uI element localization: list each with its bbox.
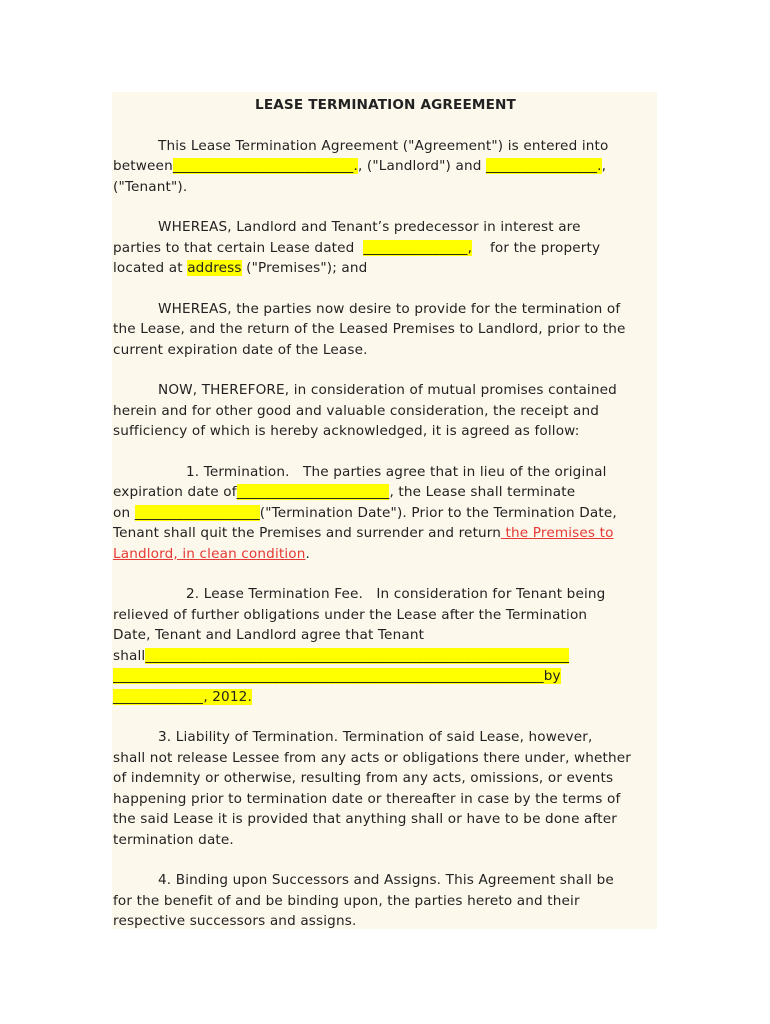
section-termination-fee: 2. Lease Termination Fee. In consideration for Tenant being relieved of further obligations under the Lease after the Termination Date, Tenant and Landlord agree that Tenant shall_____________________________________________________________ ______________________________________________________________by _____________, 2012. <box>113 586 606 705</box>
expiration-date-field[interactable]: ______________________ <box>236 484 390 500</box>
premises-address-field[interactable]: address <box>187 260 242 276</box>
clean-condition-link-cont[interactable]: Landlord, in clean condition <box>113 545 306 562</box>
now-therefore-paragraph: NOW, THEREFORE, in consideration of mutual promises contained herein and for other good and valuable consideration, the receipt and sufficiency of which is hereby acknowledged, it is agreed as follow: <box>113 382 617 439</box>
document-title: LEASE TERMINATION AGREEMENT <box>255 97 516 113</box>
whereas-lease-paragraph: WHEREAS, Landlord and Tenant’s predecessor in interest are parties to that certain Lease dated _______________, for the property located at address ("Premises"); and <box>113 219 601 276</box>
section-liability: 3. Liability of Termination. Termination of said Lease, however, shall not release Lessee from any acts or obligations there under, whether of indemnity or otherwise, resulting from any acts, omissions, or events happening prior to termination date or thereafter in case by the terms of the said Lease it is provided that anything shall or have to be done after termination date. <box>113 729 632 848</box>
intro-line-3: ("Tenant"). <box>113 178 188 195</box>
landlord-name-field[interactable]: __________________________. <box>172 158 358 174</box>
section-successors: 4. Binding upon Successors and Assigns. This Agreement shall be for the benefit of and be binding upon, the parties hereto and their respective successors and assigns. <box>113 872 614 929</box>
intro-paragraph: This Lease Termination Agreement ("Agreement") is entered into between__________________________., ("Landlord") and ________________., ("Tenant"). <box>113 136 658 198</box>
lease-date-field[interactable]: _______________, <box>363 239 473 256</box>
section-termination: 1. Termination. The parties agree that in lieu of the original expiration date of______________________, the Lease shall terminate on __________________("Termination Date"). Prior to the Termination Date, Tenant shall quit the Premises and surrender and return the Premises to Landlord, in clean condition. <box>113 463 617 562</box>
fee-terms-field-2[interactable]: ______________________________________________________________ <box>113 668 544 684</box>
fee-terms-field-1[interactable]: _____________________________________________________________ <box>145 647 570 664</box>
clean-condition-link[interactable]: the Premises to <box>501 525 614 541</box>
whereas-termination-paragraph: WHEREAS, the parties now desire to provide for the termination of the Lease, and the return of the Leased Premises to Landlord, prior to the current expiration date of the Lease. <box>113 300 626 358</box>
tenant-name-field[interactable]: ________________. <box>485 158 602 174</box>
intro-line-1: This Lease Termination Agreement ("Agreement") is entered into <box>158 137 609 154</box>
termination-date-field[interactable]: __________________ <box>134 504 260 521</box>
fee-date-field[interactable]: _____________ <box>113 688 204 705</box>
document-body <box>113 92 658 932</box>
